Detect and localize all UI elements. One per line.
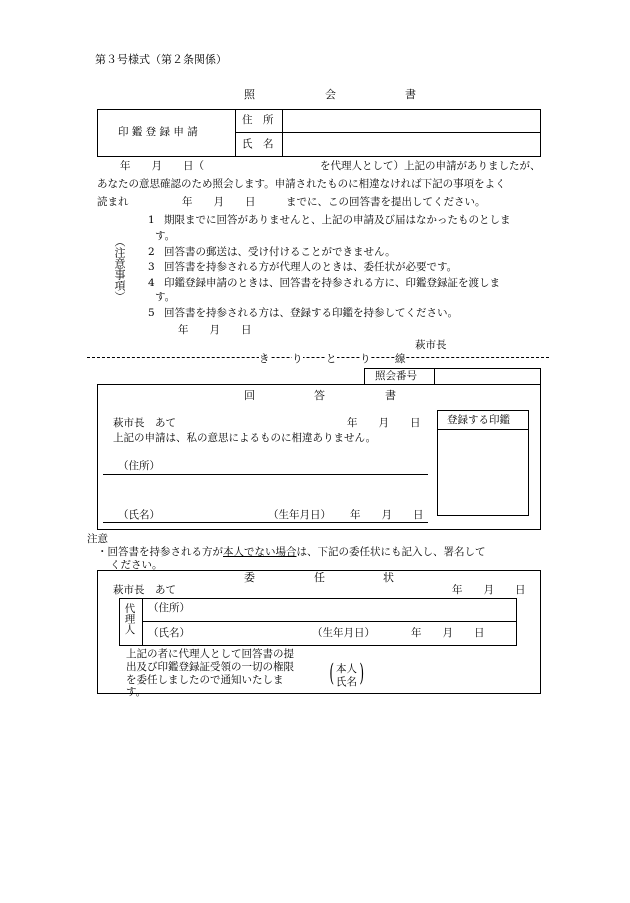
issue-date: 年 月 日 xyxy=(178,324,252,336)
cut-line-char-3: と xyxy=(326,353,337,365)
reply-title-char-3: 書 xyxy=(385,389,396,402)
note-4-cont: す。 xyxy=(155,291,176,303)
agent-label: 代理人 xyxy=(123,603,136,635)
note-1-cont: す。 xyxy=(155,230,176,242)
proxy-address-label: （住所） xyxy=(148,602,190,614)
proxy-addressee: 萩市長 あて xyxy=(113,584,176,596)
delegation-line-4: す。 xyxy=(126,686,147,698)
body-line3-date: 年 月 日 xyxy=(182,196,256,208)
reply-title-char-2: 答 xyxy=(314,389,325,402)
reply-statement: 上記の申請は、私の意思によるものに相違ありません。 xyxy=(113,432,377,444)
note-5-num: 5 xyxy=(148,307,155,319)
address-label: 住 所 xyxy=(242,114,274,126)
body-line1-rest: を代理人として）上記の申請がありましたが、 xyxy=(320,160,541,172)
principal-bracket-open: ( xyxy=(329,659,335,687)
delegation-line-1: 上記の者に代理人として回答書の提 xyxy=(126,648,294,660)
caution-title: 注意 xyxy=(87,533,108,545)
name-label: 氏 名 xyxy=(242,138,274,150)
principal-bracket-close: ) xyxy=(359,659,365,687)
proxy-birth-label: （生年月日） xyxy=(312,627,375,639)
proxy-name-field[interactable] xyxy=(200,624,300,643)
inquiry-number-label: 照会番号 xyxy=(375,370,417,382)
delegation-line-3: を委任しましたので通知いたしま xyxy=(126,674,284,686)
proxy-title-char-1: 委 xyxy=(244,571,255,584)
note-3-text: 回答書を持参される方が代理人のときは、委任状が必要です。 xyxy=(164,261,458,273)
note-1-num: 1 xyxy=(148,214,155,226)
reply-date: 年 月 日 xyxy=(347,417,421,429)
proxy-birth-date: 年 月 日 xyxy=(411,627,485,639)
reply-name-line[interactable] xyxy=(103,522,428,523)
body-line3-b: までに、この回答書を提出してください。 xyxy=(286,196,486,208)
applicant-address-field[interactable] xyxy=(284,110,539,131)
applicant-label: 印 鑑 登 録 申 請 xyxy=(118,126,198,138)
caution-line2: ください。 xyxy=(110,559,163,571)
reply-name-label: （氏名） xyxy=(118,509,160,521)
cut-line-char-2: り xyxy=(292,353,303,365)
reply-birth-label: （生年月日） xyxy=(268,509,331,521)
note-1-text: 期限までに回答がありませんと、上記の申請及び届はなかったものとしま xyxy=(164,214,511,226)
caution-emphasis: 本人でない場合 xyxy=(223,546,297,558)
cut-line-char-4: り xyxy=(360,353,371,365)
note-4-num: 4 xyxy=(148,277,155,289)
seal-label: 登録する印鑑 xyxy=(447,414,510,426)
note-2-num: 2 xyxy=(148,246,155,258)
cut-line-char-1: き xyxy=(259,353,270,365)
caution-line1 xyxy=(97,547,486,558)
issuer: 萩市長 xyxy=(415,339,447,351)
principal-label-1: 本人 xyxy=(336,663,357,675)
delegation-line-2: 出及び印鑑登録証受領の一切の権限 xyxy=(126,661,294,673)
reply-address-label: （住所） xyxy=(118,460,160,472)
proxy-date: 年 月 日 xyxy=(452,584,526,596)
proxy-address-field[interactable] xyxy=(200,600,514,619)
inquiry-title-char-3: 書 xyxy=(405,88,416,101)
body-line3-a: 読まれ xyxy=(97,196,129,208)
proxy-title-char-2: 任 xyxy=(314,571,325,584)
inquiry-title-char-1: 照 xyxy=(244,88,255,101)
note-2-text: 回答書の郵送は、受け付けることができません。 xyxy=(164,246,396,258)
note-3-num: 3 xyxy=(148,261,155,273)
form-number: 第３号様式（第２条関係） xyxy=(95,53,227,66)
caution-line1-a: ・回答書を持参される方が xyxy=(97,546,223,558)
cut-line xyxy=(87,357,549,358)
reply-address-line[interactable] xyxy=(103,474,428,475)
body-line2: あなたの意思確認のため照会します。申請されたものに相違なければ下記の事項をよく xyxy=(97,178,506,190)
reply-addressee: 萩市長 あて xyxy=(113,417,176,429)
body-line1-date: 年 月 日（ xyxy=(120,160,204,172)
reply-birth-date: 年 月 日 xyxy=(350,509,424,521)
principal-label-2: 氏名 xyxy=(336,676,357,688)
notes-label: （注意事項） xyxy=(113,236,126,302)
inquiry-number-value[interactable] xyxy=(440,371,535,383)
inquiry-title-char-2: 会 xyxy=(325,88,336,101)
caution-line1-b: は、下記の委任状にも記入し、署名して xyxy=(296,546,486,558)
proxy-name-label: （氏名） xyxy=(148,627,190,639)
applicant-name-field[interactable] xyxy=(284,134,539,155)
note-5-text: 回答書を持参される方は、登録する印鑑を持参してください。 xyxy=(164,307,458,319)
cut-line-char-5: 線 xyxy=(395,353,406,365)
reply-title-char-1: 回 xyxy=(244,389,255,402)
proxy-title-char-3: 状 xyxy=(383,571,394,584)
note-4-text: 印鑑登録申請のときは、回答書を持参される方に、印鑑登録証を渡しま xyxy=(164,277,500,289)
